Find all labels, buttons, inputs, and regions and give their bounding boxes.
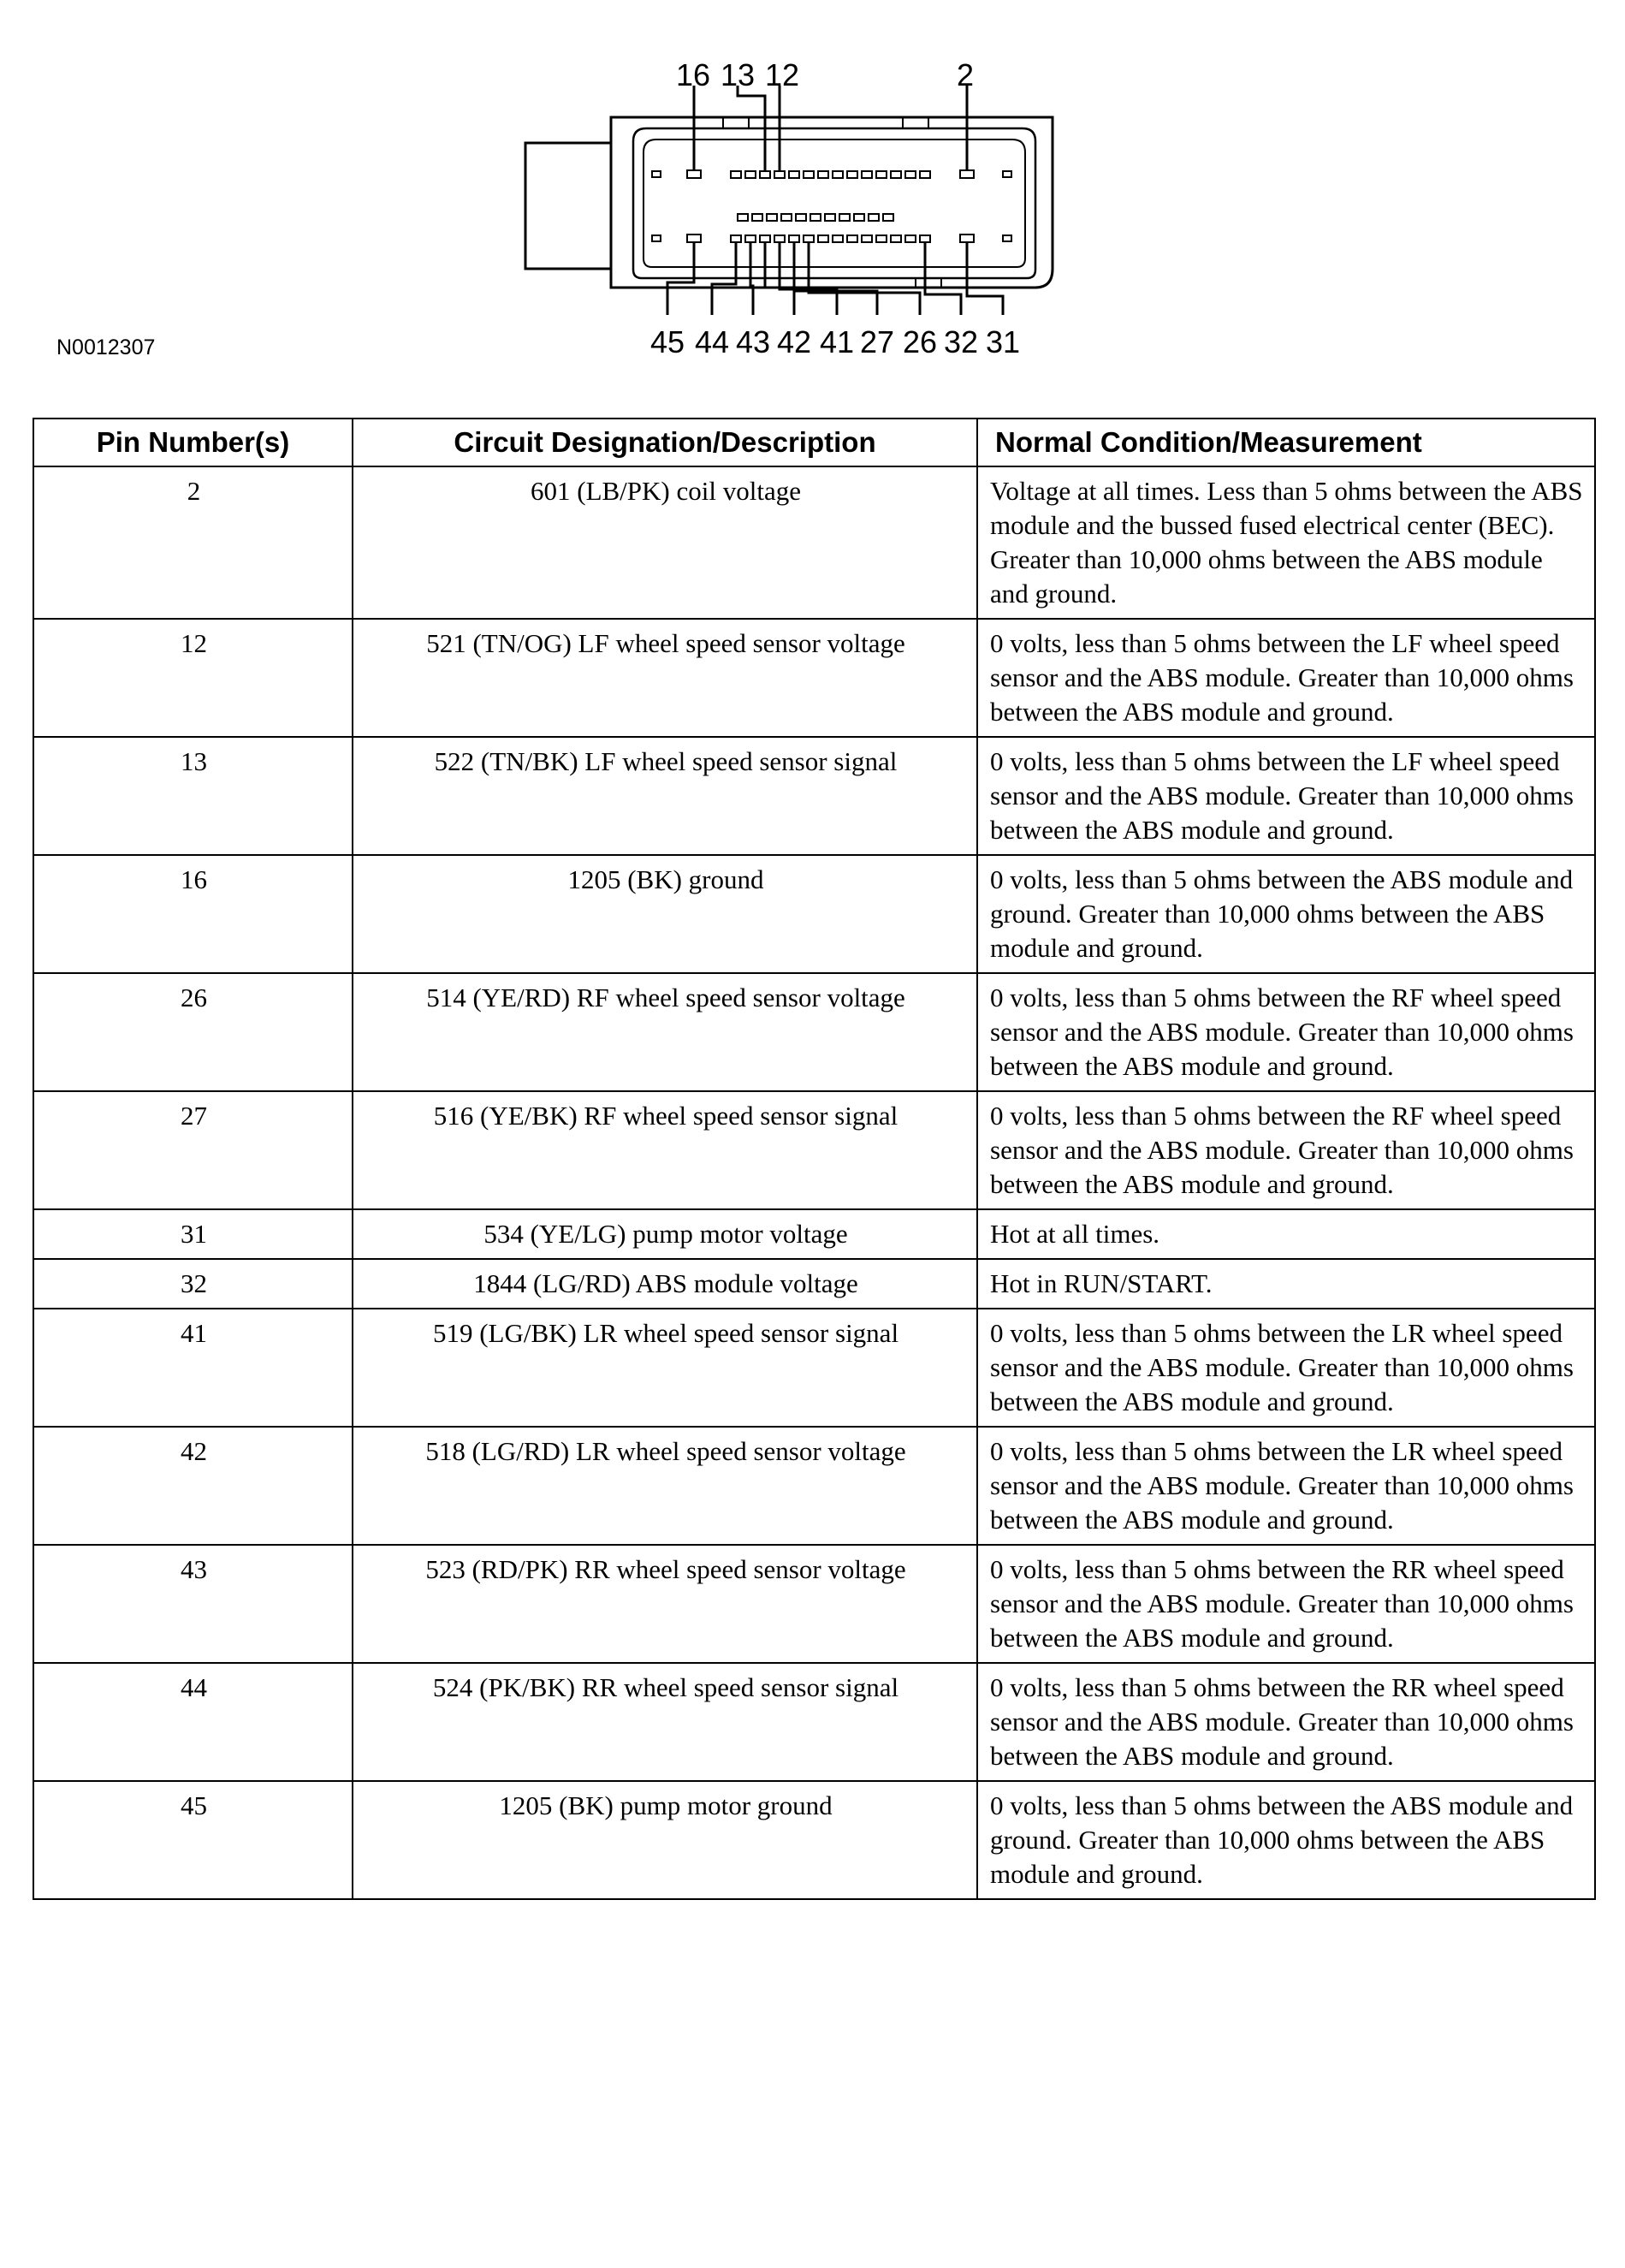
pin-cavity bbox=[825, 214, 835, 221]
table-row bbox=[33, 1781, 1595, 1899]
pin-table bbox=[33, 418, 1596, 1900]
pin-callout-label: 32 bbox=[943, 324, 979, 359]
table-row bbox=[33, 973, 1595, 1091]
pin-number-cell: 12 bbox=[33, 619, 353, 737]
pin-cavity bbox=[804, 235, 814, 242]
pin-cavity bbox=[960, 235, 974, 242]
pin-cavity bbox=[745, 171, 756, 178]
table-row bbox=[33, 1663, 1595, 1781]
pin-cavity bbox=[818, 235, 828, 242]
header-normal-condition: Normal Condition/Measurement bbox=[977, 419, 1595, 466]
pin-cavity bbox=[847, 235, 857, 242]
table-header-row bbox=[33, 419, 1595, 466]
pin-number-cell: 16 bbox=[33, 855, 353, 973]
pin-cavity bbox=[687, 170, 701, 178]
pin-cavity bbox=[905, 171, 916, 178]
circuit-cell: 516 (YE/BK) RF wheel speed sensor signal bbox=[353, 1091, 977, 1209]
circuit-cell: 1844 (LG/RD) ABS module voltage bbox=[353, 1259, 977, 1309]
pin-cavity bbox=[833, 171, 843, 178]
pin-cavity bbox=[905, 235, 916, 242]
pin-cavity bbox=[789, 235, 799, 242]
circuit-cell: 514 (YE/RD) RF wheel speed sensor voltage bbox=[353, 973, 977, 1091]
pin-number-cell: 13 bbox=[33, 737, 353, 855]
circuit-cell: 601 (LB/PK) coil voltage bbox=[353, 466, 977, 619]
pin-cavity bbox=[796, 214, 806, 221]
pin-leader-lines bbox=[667, 86, 1003, 315]
pin-cavity bbox=[652, 171, 661, 177]
pin-number-cell: 27 bbox=[33, 1091, 353, 1209]
pin-cavity bbox=[920, 171, 930, 178]
pin-cavity bbox=[781, 214, 792, 221]
measurement-cell: 0 volts, less than 5 ohms between the LR wheel speed sensor and the ABS module. Greater than 10,000 ohms between the ABS module and ground. bbox=[977, 1427, 1595, 1545]
circuit-cell: 523 (RD/PK) RR wheel speed sensor voltage bbox=[353, 1545, 977, 1663]
table-row bbox=[33, 1427, 1595, 1545]
pin-number-cell: 44 bbox=[33, 1663, 353, 1781]
measurement-cell: Hot at all times. bbox=[977, 1209, 1595, 1259]
pin-cavity bbox=[847, 171, 857, 178]
pin-cavity bbox=[883, 214, 893, 221]
pin-cavity bbox=[760, 171, 770, 178]
measurement-cell: 0 volts, less than 5 ohms between the RR wheel speed sensor and the ABS module. Greater than 10,000 ohms between the ABS module and ground. bbox=[977, 1545, 1595, 1663]
pin-cavity bbox=[869, 214, 879, 221]
pin-callout-label: 13 bbox=[720, 57, 756, 92]
pin-callout-label: 16 bbox=[675, 57, 711, 92]
pin-callouts bbox=[650, 57, 1020, 359]
pin-cavity bbox=[876, 235, 887, 242]
header-circuit-designation: Circuit Designation/Description bbox=[353, 419, 977, 466]
pin-cavity bbox=[810, 214, 821, 221]
table-row bbox=[33, 855, 1595, 973]
measurement-cell: 0 volts, less than 5 ohms between the RF wheel speed sensor and the ABS module. Greater than 10,000 ohms between the ABS module and ground. bbox=[977, 973, 1595, 1091]
pin-callout-label: 2 bbox=[956, 57, 975, 92]
pin-number-cell: 32 bbox=[33, 1259, 353, 1309]
pin-callout-label: 44 bbox=[694, 324, 730, 359]
table-row bbox=[33, 619, 1595, 737]
pin-callout-label: 26 bbox=[902, 324, 938, 359]
pin-number-cell: 42 bbox=[33, 1427, 353, 1545]
table-row bbox=[33, 1545, 1595, 1663]
pin-cavity bbox=[760, 235, 770, 242]
header-pin-numbers: Pin Number(s) bbox=[33, 419, 353, 466]
pin-cavity bbox=[687, 235, 701, 242]
pin-cavity bbox=[920, 235, 930, 242]
measurement-cell: Voltage at all times. Less than 5 ohms between the ABS module and the bussed fused electrical center (BEC). Greater than 10,000 ohms between the ABS module and ground. bbox=[977, 466, 1595, 619]
pin-callout-label: 41 bbox=[819, 324, 855, 359]
pin-callout-label: 27 bbox=[859, 324, 895, 359]
table-row bbox=[33, 466, 1595, 619]
pin-cavity bbox=[891, 235, 901, 242]
circuit-cell: 518 (LG/RD) LR wheel speed sensor voltage bbox=[353, 1427, 977, 1545]
pin-number-cell: 31 bbox=[33, 1209, 353, 1259]
connector-latch bbox=[525, 143, 611, 269]
pin-cavity bbox=[862, 171, 872, 178]
circuit-cell: 524 (PK/BK) RR wheel speed sensor signal bbox=[353, 1663, 977, 1781]
pin-cavity bbox=[767, 214, 777, 221]
pin-callout-label: 43 bbox=[735, 324, 771, 359]
pin-cavities bbox=[652, 170, 1011, 242]
circuit-cell: 1205 (BK) ground bbox=[353, 855, 977, 973]
pin-cavity bbox=[876, 171, 887, 178]
pin-cavity bbox=[854, 214, 864, 221]
connector-diagram bbox=[0, 0, 1625, 377]
circuit-cell: 522 (TN/BK) LF wheel speed sensor signal bbox=[353, 737, 977, 855]
pin-cavity bbox=[960, 170, 974, 178]
pin-cavity bbox=[774, 171, 785, 178]
pin-callout-label: 12 bbox=[764, 57, 800, 92]
pin-cavity bbox=[1003, 235, 1011, 241]
pin-cavity bbox=[652, 235, 661, 241]
table-row bbox=[33, 1259, 1595, 1309]
pin-cavity bbox=[804, 171, 814, 178]
circuit-cell: 534 (YE/LG) pump motor voltage bbox=[353, 1209, 977, 1259]
pin-cavity bbox=[731, 171, 741, 178]
pin-number-cell: 45 bbox=[33, 1781, 353, 1899]
pin-cavity bbox=[789, 171, 799, 178]
table-row bbox=[33, 1209, 1595, 1259]
measurement-cell: 0 volts, less than 5 ohms between the LR wheel speed sensor and the ABS module. Greater than 10,000 ohms between the ABS module and ground. bbox=[977, 1309, 1595, 1427]
pin-cavity bbox=[818, 171, 828, 178]
pin-number-cell: 41 bbox=[33, 1309, 353, 1427]
measurement-cell: 0 volts, less than 5 ohms between the RR wheel speed sensor and the ABS module. Greater than 10,000 ohms between the ABS module and ground. bbox=[977, 1663, 1595, 1781]
pin-callout-label: 42 bbox=[776, 324, 812, 359]
figure-id: N0012307 bbox=[56, 335, 156, 359]
pin-cavity bbox=[774, 235, 785, 242]
pin-number-cell: 26 bbox=[33, 973, 353, 1091]
table-row bbox=[33, 1091, 1595, 1209]
pin-cavity bbox=[1003, 171, 1011, 177]
pin-cavity bbox=[738, 214, 748, 221]
pin-callout-label: 45 bbox=[649, 324, 685, 359]
circuit-cell: 519 (LG/BK) LR wheel speed sensor signal bbox=[353, 1309, 977, 1427]
table-row bbox=[33, 1309, 1595, 1427]
measurement-cell: Hot in RUN/START. bbox=[977, 1259, 1595, 1309]
measurement-cell: 0 volts, less than 5 ohms between the ABS module and ground. Greater than 10,000 ohms between the ABS module and ground. bbox=[977, 1781, 1595, 1899]
measurement-cell: 0 volts, less than 5 ohms between the RF wheel speed sensor and the ABS module. Greater than 10,000 ohms between the ABS module and ground. bbox=[977, 1091, 1595, 1209]
pin-cavity bbox=[891, 171, 901, 178]
table-row bbox=[33, 737, 1595, 855]
pin-cavity bbox=[745, 235, 756, 242]
measurement-cell: 0 volts, less than 5 ohms between the LF wheel speed sensor and the ABS module. Greater than 10,000 ohms between the ABS module and ground. bbox=[977, 619, 1595, 737]
connector-face-drawing bbox=[0, 0, 1625, 377]
circuit-cell: 1205 (BK) pump motor ground bbox=[353, 1781, 977, 1899]
pin-callout-label: 31 bbox=[985, 324, 1021, 359]
pin-cavity bbox=[731, 235, 741, 242]
pin-cavity bbox=[752, 214, 762, 221]
connector-housing bbox=[611, 117, 1053, 288]
circuit-cell: 521 (TN/OG) LF wheel speed sensor voltage bbox=[353, 619, 977, 737]
pin-cavity bbox=[839, 214, 850, 221]
pin-table-wrapper bbox=[33, 418, 1596, 1900]
pin-cavity bbox=[833, 235, 843, 242]
pin-cavity bbox=[862, 235, 872, 242]
pin-number-cell: 43 bbox=[33, 1545, 353, 1663]
pin-number-cell: 2 bbox=[33, 466, 353, 619]
measurement-cell: 0 volts, less than 5 ohms between the LF wheel speed sensor and the ABS module. Greater than 10,000 ohms between the ABS module and ground. bbox=[977, 737, 1595, 855]
measurement-cell: 0 volts, less than 5 ohms between the ABS module and ground. Greater than 10,000 ohms between the ABS module and ground. bbox=[977, 855, 1595, 973]
